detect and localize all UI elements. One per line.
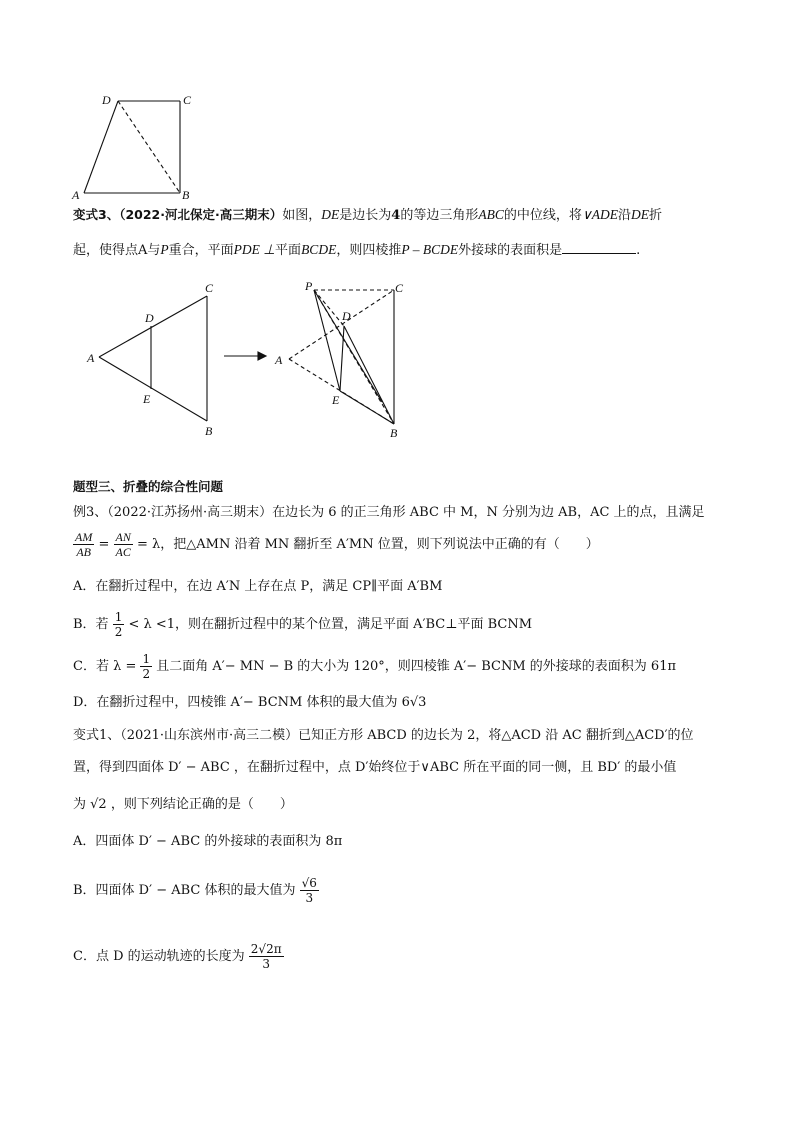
right-label-c: C	[395, 281, 404, 295]
variant1-line3: 为 √2 ，则下列结论正确的是（ ）	[73, 797, 293, 812]
option-text: B．四面体 D′ − ABC 体积的最大值为	[73, 883, 296, 898]
variant3-text: 如图，	[282, 208, 322, 223]
frac-num: AM	[75, 530, 93, 544]
variant3-text: 的中位线，将	[503, 208, 582, 223]
left-label-c: C	[205, 281, 214, 295]
variant1-line2: 置，得到四面体 D′ − ABC ，在翻折过程中，点 D′始终位于∨ABC 所在平面的同一侧，且 BD′ 的最小值	[73, 760, 677, 775]
variant3-text: 外接球的表面积是	[458, 243, 563, 258]
frac-den: 2	[114, 625, 123, 639]
frac-num: 1	[142, 652, 151, 666]
example3-option-b	[73, 610, 532, 639]
example3-option-c	[73, 652, 676, 681]
right-label-b: B	[390, 426, 398, 440]
left-label-e: E	[143, 392, 151, 406]
edge-pe	[314, 290, 340, 391]
variant3-text: 起，使得点A与	[73, 243, 161, 258]
variant3-text: 折	[649, 208, 663, 223]
variant3-tri: ∨ADE	[581, 207, 618, 222]
variant3-text: 的等边三角形	[400, 208, 479, 223]
variant1-option-b	[73, 876, 319, 905]
right-label-d: D	[342, 309, 351, 323]
edge-ac	[99, 296, 207, 357]
right-label-a: A	[275, 353, 283, 367]
variant1-option-a: A．四面体 D′ − ABC 的外接球的表面积为 8π	[73, 834, 343, 849]
example3-option-d: D．在翻折过程中，四棱锥 A′− BCNM 体积的最大值为 6√3	[73, 695, 427, 710]
frac-den: 3	[262, 957, 270, 971]
variant3-abc: ABC	[478, 207, 504, 222]
left-label-d: D	[145, 311, 154, 325]
fraction-half	[140, 652, 152, 681]
variant3-num: 4	[391, 208, 401, 223]
option-text: C．若 λ =	[73, 659, 137, 674]
edge-ac-dashed	[289, 290, 394, 359]
variant3-source: （2022·河北保定·高三期末）	[119, 207, 283, 222]
example3-option-a: A．在翻折过程中，在边 A′N 上存在点 P，满足 CP∥平面 A′BM	[73, 579, 443, 594]
variant3-text: 是边长为	[339, 208, 392, 223]
label-b: B	[182, 188, 190, 202]
fraction-arc-length	[249, 942, 284, 971]
equals-sign: =	[98, 537, 110, 552]
edge-pb	[314, 290, 382, 402]
variant3-text: .	[636, 243, 641, 258]
frac-den: 3	[305, 891, 314, 905]
right-label-e: E	[332, 393, 340, 407]
option-text: C．点 D 的运动轨迹的长度为	[73, 949, 245, 964]
example3-tail: = λ，把△AMN 沿着 MN 翻折至 A′MN 位置，则下列说法中正确的有（ ）	[137, 537, 599, 552]
edge-ab	[99, 357, 207, 421]
fraction-sqrt6-3	[300, 876, 319, 905]
frac-den: AC	[115, 545, 131, 559]
example3-line1: 例3、（2022·江苏扬州·高三期末）在边长为 6 的正三角形 ABC 中 M，N 分别为边 AB，AC 上的点，且满足	[73, 505, 705, 520]
fraction-am-ab	[73, 530, 94, 559]
variant3-prefix: 变式3、	[73, 207, 120, 222]
section-title: 题型三、折叠的综合性问题	[73, 479, 224, 494]
option-text: < λ <1，则在翻折过程中的某个位置，满足平面 A′BC⊥平面 BCNM	[128, 617, 533, 632]
right-label-p: P	[305, 279, 313, 293]
frac-den: 2	[142, 667, 151, 681]
variant1-option-c	[73, 942, 284, 971]
variant1-line1: 变式1、（2021·山东滨州市·高三二模）已知正方形 ABCD 的边长为 2，将△ACD 沿 AC 翻折到△ACD′的位	[73, 728, 694, 743]
variant3-text: 平面	[275, 243, 302, 258]
label-d: D	[102, 93, 111, 107]
frac-num: AN	[115, 530, 131, 544]
example3-line2	[73, 530, 599, 559]
arrow	[224, 352, 266, 360]
frac-num: 1	[114, 610, 123, 624]
left-label-a: A	[87, 351, 95, 365]
variant3-p: P	[160, 242, 169, 257]
variant3-text: ，则四棱推	[336, 243, 402, 258]
option-text: 且二面角 A′− MN − B 的大小为 120°，则四棱锥 A′− BCNM 的外接球的表面积为 61π	[156, 659, 677, 674]
left-label-b: B	[205, 424, 213, 438]
fraction-an-ac	[114, 530, 133, 559]
frac-num: 2√2π	[250, 942, 282, 956]
variant3-text: 沿	[617, 208, 631, 223]
frac-num: √6	[301, 876, 317, 890]
option-text: B．若	[73, 617, 109, 632]
variant3-de: DE	[321, 207, 340, 222]
variant3-pde: PDE ⊥	[233, 242, 276, 257]
variant3-pbcde: P – BCDE	[401, 242, 459, 257]
arrow-head	[258, 352, 266, 360]
variant3-bcde: BCDE	[301, 242, 337, 257]
label-a: A	[72, 188, 80, 202]
variant3-de2: DE	[631, 207, 649, 222]
frac-den: AB	[76, 545, 91, 559]
label-c: C	[183, 93, 192, 107]
fraction-half	[113, 610, 125, 639]
variant3-text: 重合，平面	[168, 243, 234, 258]
